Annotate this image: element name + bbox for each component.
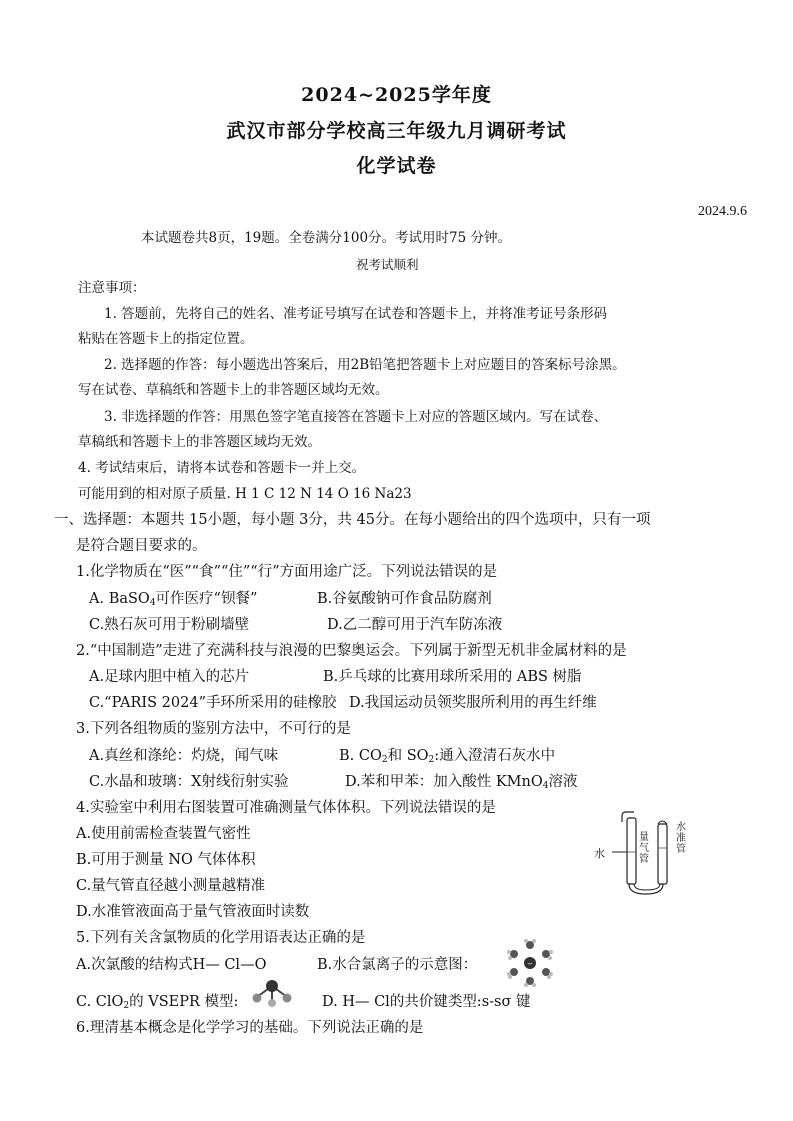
atomic-masses: 可能用到的相对原子质量. H 1 C 12 N 14 O 16 Na23: [78, 486, 412, 502]
q1-option-a: A. BaSO$_4$可作医疗“钡餐”: [89, 591, 258, 608]
hydrated-chloride-ion-diagram: [505, 938, 555, 988]
notice-3a: 3. 非选择题的作答：用黑色签字笔直接答在答题卡上对应的答题区域内。写在试卷、: [104, 409, 608, 425]
section-1-heading-cont: 是符合题目要求的。: [76, 538, 207, 554]
q1-option-c: C.熟石灰可用于粉刷墙壁: [89, 617, 250, 633]
intro-text: 本试题卷共8页，19题。全卷满分100分。考试用时75 分钟。: [141, 230, 512, 246]
q3-option-d: D.苯和甲苯：加入酸性 KMnO$_4$溶液: [345, 774, 578, 791]
q3-option-b: B. $CO_2$和 $SO_2$:通入澄清石灰水中: [339, 748, 556, 765]
q4-stem: 4.实验室中利用右图装置可准确测量气体体积。下列说法错误的是: [76, 800, 496, 816]
q2-option-b: B.乒乓球的比赛用球所采用的 ABS 树脂: [323, 669, 582, 685]
notice-2b: 写在试卷、草稿纸和答题卡上的非答题区域均无效。: [78, 382, 389, 398]
q1-option-d: D.乙二醇可用于汽车防冻液: [327, 617, 503, 633]
q4-option-c: C.量气管直径越小测量越精准: [76, 878, 266, 894]
vsepr-drawing: [248, 978, 296, 1008]
q5-stem: 5.下列有关含氯物质的化学用语表达正确的是: [76, 930, 366, 946]
notice-2a: 2. 选择题的作答：每小题选出答案后，用2B铅笔把答题卡上对应题目的答案标号涂黑。: [104, 357, 626, 373]
hydrated-ion-drawing: [505, 938, 555, 988]
notice-title: 注意事项：: [78, 280, 146, 296]
notice-1a: 1. 答题前，先将自己的姓名、准考证号填写在试卷和答题卡上，并将准考证号条形码: [104, 306, 608, 322]
fig-label-water: 水: [594, 847, 605, 860]
q2-option-a: A.足球内胆中植入的芯片: [89, 669, 250, 685]
q1-option-b: B.谷氨酸钠可作食品防腐剂: [317, 591, 492, 607]
q1-stem: 1.化学物质在“医”“食”“住”“行”方面用途广泛。下列说法错误的是: [76, 564, 498, 580]
notice-3b: 草稿纸和答题卡上的非答题区域均无效。: [78, 434, 321, 450]
q3-option-a: A.真丝和涤纶：灼烧，闻气味: [89, 748, 279, 764]
q3-option-c: C.水晶和玻璃：X射线衍射实验: [89, 774, 289, 790]
q5-option-c: C. ClO$_2$的 VSEPR 模型:: [76, 994, 239, 1011]
q5-option-b: B.水合氯离子的示意图：: [317, 957, 478, 973]
svg-text:−: −: [527, 960, 533, 968]
q2-stem: 2.“中国制造”走进了充满科技与浪漫的巴黎奥运会。下列属于新型无机非金属材料的是: [76, 643, 627, 659]
q3-stem: 3.下列各组物质的鉴别方法中，不可行的是: [76, 721, 351, 737]
wish-text: 祝考试顺利: [356, 257, 419, 272]
notice-1b: 粘贴在答题卡上的指定位置。: [78, 331, 254, 347]
clo2-vsepr-model: [248, 978, 296, 1008]
exam-date: 2024.9.6: [698, 204, 747, 219]
q4-option-b: B.可用于测量 NO 气体体积: [76, 852, 256, 868]
q5-option-a: A.次氯酸的结构式H— Cl—O: [76, 957, 267, 973]
apparatus-drawing: [600, 808, 710, 898]
gas-measuring-apparatus-figure: [594, 808, 710, 898]
q4-option-a: A.使用前需检查装置气密性: [76, 826, 251, 842]
section-1-heading: 一、选择题：本题共 15小题，每小题 3分，共 45分。在每小题给出的四个选项中，只有一项: [54, 512, 651, 528]
header-subject: 化学试卷: [356, 155, 437, 177]
q2-option-c: C.“PARIS 2024”手环所采用的硅橡胶: [89, 695, 337, 711]
fig-label-gas-burette: 量气管: [639, 832, 649, 865]
header-year: 2024~2025学年度: [301, 84, 492, 106]
q5-option-d: D. H— Cl的共价键类型:s-sσ 键: [322, 994, 531, 1010]
q6-stem: 6.理清基本概念是化学学习的基础。下列说法正确的是: [76, 1020, 424, 1036]
q2-option-d: D.我国运动员领奖服所利用的再生纤维: [349, 695, 597, 711]
q4-option-d: D.水准管液面高于量气管液面时读数: [76, 904, 310, 920]
header-exam-title: 武汉市部分学校高三年级九月调研考试: [226, 120, 567, 142]
notice-4: 4. 考试结束后，请将本试卷和答题卡一并上交。: [78, 460, 366, 476]
fig-label-level-tube: 水准管: [676, 822, 686, 855]
